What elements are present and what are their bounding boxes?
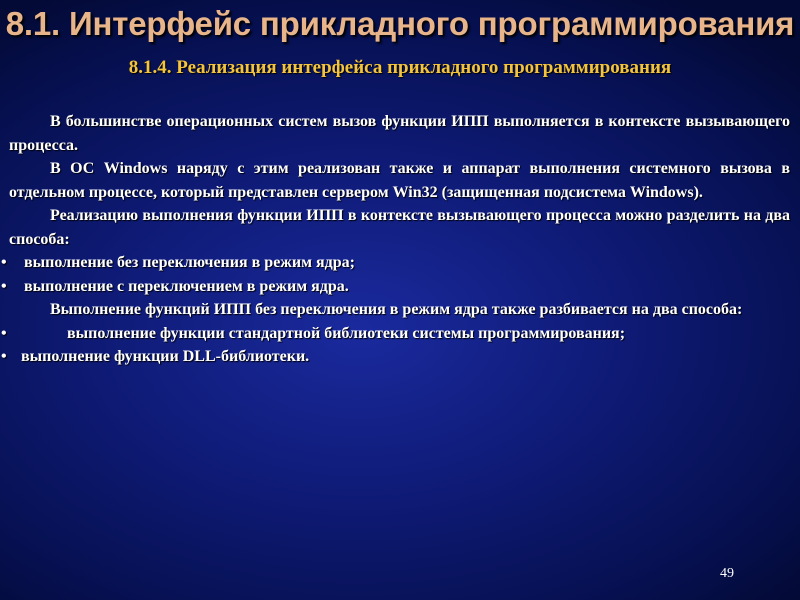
page-number: 49 [720,566,734,581]
paragraph-4: Выполнение функций ИПП без переключения в режим ядра также разбивается на два способа: [50,301,743,318]
bullet-item [1,251,790,275]
paragraph-3: Реализацию выполнения функции ИПП в контексте вызывающего процесса можно разделить на два способа: [9,207,790,248]
bullet-text: выполнение с переключением в режим ядра. [24,277,349,295]
bullet-marker: • [1,254,7,271]
bullet-item [1,275,790,299]
bullet-item [1,345,790,369]
paragraph-1: В большинстве операционных систем вызов функции ИПП выполняется в контексте вызывающего процесса. [9,113,790,154]
bullet-marker: • [1,324,7,342]
bullet-marker: • [1,348,7,365]
bullet-item [1,322,790,346]
slide-body [1,110,790,369]
slide-subtitle: 8.1.4. Реализация интерфейса прикладного программирования [128,57,672,78]
bullet-text: выполнение функции стандартной библиотеки системы программирования; [67,324,626,342]
bullet-text: выполнение функции DLL-библиотеки. [21,348,310,365]
bullet-text: выполнение без переключения в режим ядра; [24,254,355,271]
paragraph-2: В ОС Windows наряду с этим реализован также и аппарат выполнения системного вызова в отдельном процессе, который представлен сервером Win32 (защищенная подсистема Windows). [9,160,790,201]
slide-title: 8.1. Интерфейс прикладного программирования [5,5,795,42]
bullet-marker: • [1,277,7,295]
